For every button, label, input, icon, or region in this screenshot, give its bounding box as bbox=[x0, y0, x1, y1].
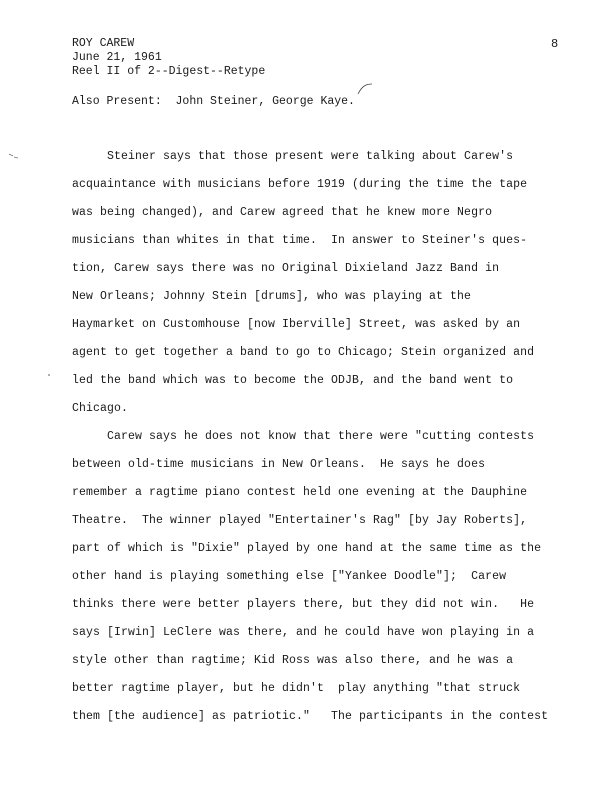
body-line: acquaintance with musicians before 1919 (during the time the tape bbox=[72, 178, 528, 191]
body-line: other hand is playing something else ["Yankee Doodle"]; Carew bbox=[72, 570, 507, 583]
body-line: tion, Carew says there was no Original Dixieland Jazz Band in bbox=[72, 262, 500, 275]
body-line: Theatre. The winner played "Entertainer's Rag" [by Jay Roberts], bbox=[72, 514, 528, 527]
body-line: part of which is "Dixie" played by one hand at the same time as the bbox=[72, 542, 542, 555]
body-line: better ragtime player, but he didn't play anything "that struck bbox=[72, 682, 521, 695]
body-line: led the band which was to become the ODJB, and the band went to bbox=[72, 374, 514, 387]
body-line: musicians than whites in that time. In answer to Steiner's ques- bbox=[72, 234, 528, 247]
body-line: Steiner says that those present were talking about Carew's bbox=[72, 150, 514, 163]
also-present-line: Also Present: John Steiner, George Kaye. bbox=[72, 95, 355, 108]
body-line: says [Irwin] LeClere was there, and he could have won playing in a bbox=[72, 626, 535, 639]
page-number: 8 bbox=[551, 37, 559, 51]
body-line: New Orleans; Johnny Stein [drums], who was playing at the bbox=[72, 290, 472, 303]
body-line: Chicago. bbox=[72, 402, 129, 415]
header-name: ROY CAREW bbox=[72, 37, 135, 50]
body-line: was being changed), and Carew agreed that he knew more Negro bbox=[72, 206, 493, 219]
body-line: Haymarket on Customhouse [now Iberville] Street, was asked by an bbox=[72, 318, 521, 331]
body-line: style other than ragtime; Kid Ross was also there, and he was a bbox=[72, 654, 514, 667]
body-line: Carew says he does not know that there were "cutting contests bbox=[72, 430, 535, 443]
margin-dot-icon bbox=[46, 372, 52, 378]
body-line: them [the audience] as patriotic." The participants in the contest bbox=[72, 710, 549, 723]
margin-mark-icon bbox=[8, 152, 20, 160]
body-line: between old-time musicians in New Orleans. He says he does bbox=[72, 458, 486, 471]
handwritten-mark-icon bbox=[356, 82, 374, 96]
body-line: agent to get together a band to go to Chicago; Stein organized and bbox=[72, 346, 535, 359]
header-date: June 21, 1961 bbox=[72, 51, 162, 64]
header-reel: Reel II of 2--Digest--Retype bbox=[72, 65, 266, 78]
body-line: remember a ragtime piano contest held one evening at the Dauphine bbox=[72, 486, 528, 499]
body-line: thinks there were better players there, but they did not win. He bbox=[72, 598, 535, 611]
